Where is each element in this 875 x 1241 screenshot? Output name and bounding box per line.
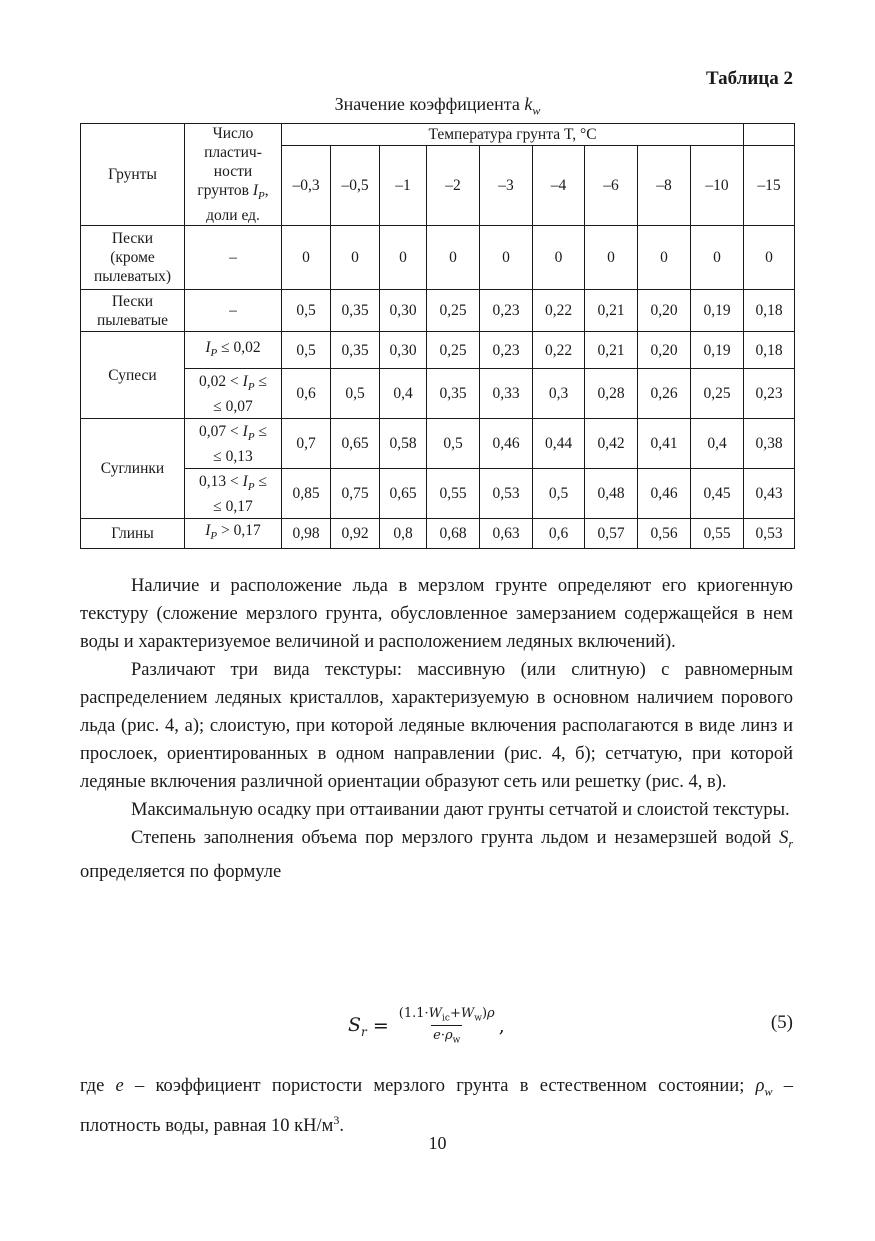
header-temperature-value: –3 [480,146,533,226]
header-temperature-value: –8 [638,146,691,226]
value-cell: 0,30 [380,290,427,332]
value-cell: 0,53 [480,469,533,519]
value-cell: 0,55 [691,519,744,549]
header-soils: Грунты [81,124,185,226]
header-plasticity: Число пластич- ности грунтов $I_P$, доли ед. [185,124,282,226]
value-cell: 0,41 [638,419,691,469]
header-temperature: Температура грунта T, °C [282,124,744,146]
value-cell: 0,30 [380,332,427,369]
value-cell: 0,19 [691,332,744,369]
value-cell: 0,18 [744,332,795,369]
table-row [81,419,795,469]
value-cell: 0,48 [585,469,638,519]
paragraph: Различают три вида текстуры: массивную (или слитную) с равномерным распределением ледяных кристаллов, характеризуемую в основном наличием порового льда (рис. 4, а); слоистую, при которой ледяные включения располагаются в виде линз и прослоек, ориентированных в одном направлении (рис. 4, б); сетчатую, при которой ледяные включения различной ориентации образуют сеть или решетку (рис. 4, в). [80,660,793,792]
value-cell: 0,55 [427,469,480,519]
value-cell: 0,25 [427,290,480,332]
value-cell: 0,23 [480,332,533,369]
soil-cell: Пески пылеватые [81,290,185,332]
value-cell: 0,23 [744,369,795,419]
value-cell: 0,57 [585,519,638,549]
table-label: Таблица 2 [705,68,793,89]
soil-cell: Пески (кроме пылеватых) [81,226,185,290]
value-cell: 0 [744,226,795,290]
value-cell: 0,20 [638,332,691,369]
plasticity-cell: $I_P > 0,17$ [185,519,282,549]
value-cell: 0,85 [282,469,331,519]
value-cell: 0,18 [744,290,795,332]
value-cell: 0,25 [691,369,744,419]
table-title: Значение коэффициента $k_w$ [334,94,541,118]
plasticity-cell: $0,02 < I_P$ ≤ ≤ 0,07 [185,369,282,419]
value-cell: 0,35 [427,369,480,419]
value-cell: 0,20 [638,290,691,332]
plasticity-cell: $I_P \le 0,02$ [185,332,282,369]
value-cell: 0,6 [282,369,331,419]
body-text [80,572,793,886]
value-cell: 0,22 [533,290,585,332]
formula-explanation: где e – коэффициент пористости мерзлого грунта в естественном состоянии; $\rho_w$ – плотность воды, равная 10 $кН/м^3$. [80,1076,794,1136]
value-cell: 0,5 [427,419,480,469]
value-cell: 0,21 [585,332,638,369]
value-cell: 0 [380,226,427,290]
value-cell: 0,42 [585,419,638,469]
value-cell: 0,5 [282,290,331,332]
header-temperature-value: –1 [380,146,427,226]
value-cell: 0,35 [331,290,380,332]
header-temperature-value: –2 [427,146,480,226]
soil-cell: Суглинки [81,419,185,519]
value-cell: 0,5 [533,469,585,519]
value-cell: 0,33 [480,369,533,419]
value-cell: 0,56 [638,519,691,549]
value-cell: 0,4 [691,419,744,469]
value-cell: 0,98 [282,519,331,549]
value-cell: 0,21 [585,290,638,332]
paragraph: Максимальную осадку при оттаивании дают грунты сетчатой и слоистой текстуры. [131,800,790,820]
value-cell: 0,8 [380,519,427,549]
value-cell: 0 [585,226,638,290]
table-row [81,226,795,290]
paragraph: Наличие и расположение льда в мерзлом грунте определяют его криогенную текстуру (сложение мерзлого грунта, обусловленное замерзанием содержащейся в нем воды и характеризуемое величиной и расположением ледяных включений). [80,576,793,652]
plasticity-cell: $0,13 < I_P$ ≤ ≤ 0,17 [185,469,282,519]
value-cell: 0,4 [380,369,427,419]
soil-cell: Супеси [81,332,185,419]
value-cell: 0,65 [380,469,427,519]
page-number: 10 [428,1133,447,1153]
header-temperature-value: –0,5 [331,146,380,226]
plasticity-cell: $0,07 < I_P$ ≤ ≤ 0,13 [185,419,282,469]
value-cell: 0,5 [282,332,331,369]
value-cell: 0,58 [380,419,427,469]
plasticity-cell: – [185,226,282,290]
value-cell: 0,5 [331,369,380,419]
value-cell: 0,3 [533,369,585,419]
header-temperature-value: –6 [585,146,638,226]
value-cell: 0,28 [585,369,638,419]
value-cell: 0 [282,226,331,290]
value-cell: 0,22 [533,332,585,369]
table-row [81,519,795,549]
value-cell: 0 [691,226,744,290]
value-cell: 0 [331,226,380,290]
value-cell: 0,45 [691,469,744,519]
value-cell: 0,23 [480,290,533,332]
paragraph: Степень заполнения объема пор мерзлого грунта льдом и незамерзшей водой $S_r$ определяется по формуле [80,828,793,882]
value-cell: 0,7 [282,419,331,469]
table-row [81,469,795,519]
value-cell: 0,65 [331,419,380,469]
value-cell: 0,25 [427,332,480,369]
value-cell: 0,63 [480,519,533,549]
value-cell: 0,38 [744,419,795,469]
header-temperature-value: –10 [691,146,744,226]
value-cell: 0,46 [638,469,691,519]
formula-fraction: $\frac{(1.1\cdot W_{ic}+W_w)\rho}{e\cdot\rho_w}$ [398,1006,495,1046]
value-cell: 0 [533,226,585,290]
value-cell: 0,75 [331,469,380,519]
value-cell: 0,19 [691,290,744,332]
header-temperature-value: –15 [744,146,795,226]
value-cell: 0 [427,226,480,290]
coefficient-table [80,123,795,549]
formula: $S_r$ = $\frac{(1.1\cdot W_{ic}+W_w)\rho}{e\cdot\rho_w}$ , (5) [348,1006,793,1046]
value-cell: 0,46 [480,419,533,469]
plasticity-cell: – [185,290,282,332]
value-cell: 0 [638,226,691,290]
table-row [81,332,795,369]
value-cell: 0,44 [533,419,585,469]
value-cell: 0,35 [331,332,380,369]
header-temperature-value: –0,3 [282,146,331,226]
value-cell: 0,68 [427,519,480,549]
value-cell: 0,26 [638,369,691,419]
header-empty [744,124,795,146]
value-cell: 0,53 [744,519,795,549]
soil-cell: Глины [81,519,185,549]
table-row [81,369,795,419]
value-cell: 0,43 [744,469,795,519]
value-cell: 0,92 [331,519,380,549]
value-cell: 0,6 [533,519,585,549]
formula-number: (5) [770,1012,793,1033]
value-cell: 0 [480,226,533,290]
table-row [81,290,795,332]
header-temperature-value: –4 [533,146,585,226]
